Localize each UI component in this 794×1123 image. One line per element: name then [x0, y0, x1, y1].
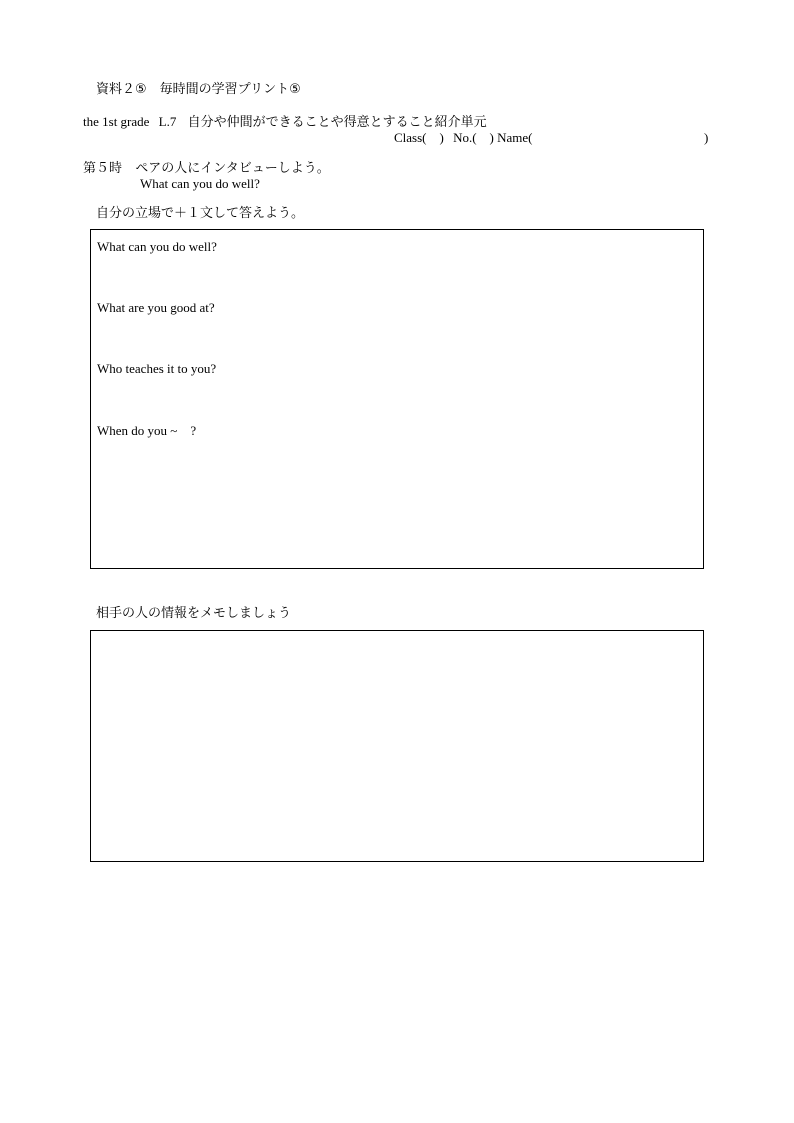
- section1-instruction: 自分の立場で＋１文して答えよう。: [96, 206, 305, 221]
- question-2: What are you good at?: [97, 300, 215, 315]
- student-info: [394, 130, 533, 146]
- material-title: 資料２⑤ 毎時間の学習プリント⑤: [96, 82, 301, 97]
- question-4: When do you ~ ?: [97, 423, 197, 438]
- section2-instruction: 相手の人の情報をメモしましょう: [96, 606, 292, 621]
- name-label: Name(: [497, 130, 533, 145]
- unit-line: [83, 114, 487, 131]
- name-field[interactable]: [552, 130, 700, 146]
- lesson-theme-english: What can you do well?: [140, 176, 260, 191]
- name-field-close: ): [704, 130, 709, 145]
- period-label: 第５時: [83, 161, 123, 176]
- question-3: Who teaches it to you?: [97, 361, 217, 376]
- question-1: What can you do well?: [97, 239, 217, 254]
- class-field[interactable]: Class( ): [394, 130, 444, 145]
- lesson-theme: ペアの人にインタビューしよう。: [135, 161, 330, 176]
- lesson-label: L.7: [158, 114, 177, 129]
- grade-label: the 1st grade: [83, 114, 150, 129]
- memo-box[interactable]: [90, 630, 704, 862]
- lesson-period-line: [83, 160, 330, 177]
- unit-title: 自分や仲間ができることや得意とすること紹介単元: [187, 115, 487, 130]
- number-field[interactable]: No.( ): [453, 130, 494, 145]
- answer-box[interactable]: [90, 229, 704, 569]
